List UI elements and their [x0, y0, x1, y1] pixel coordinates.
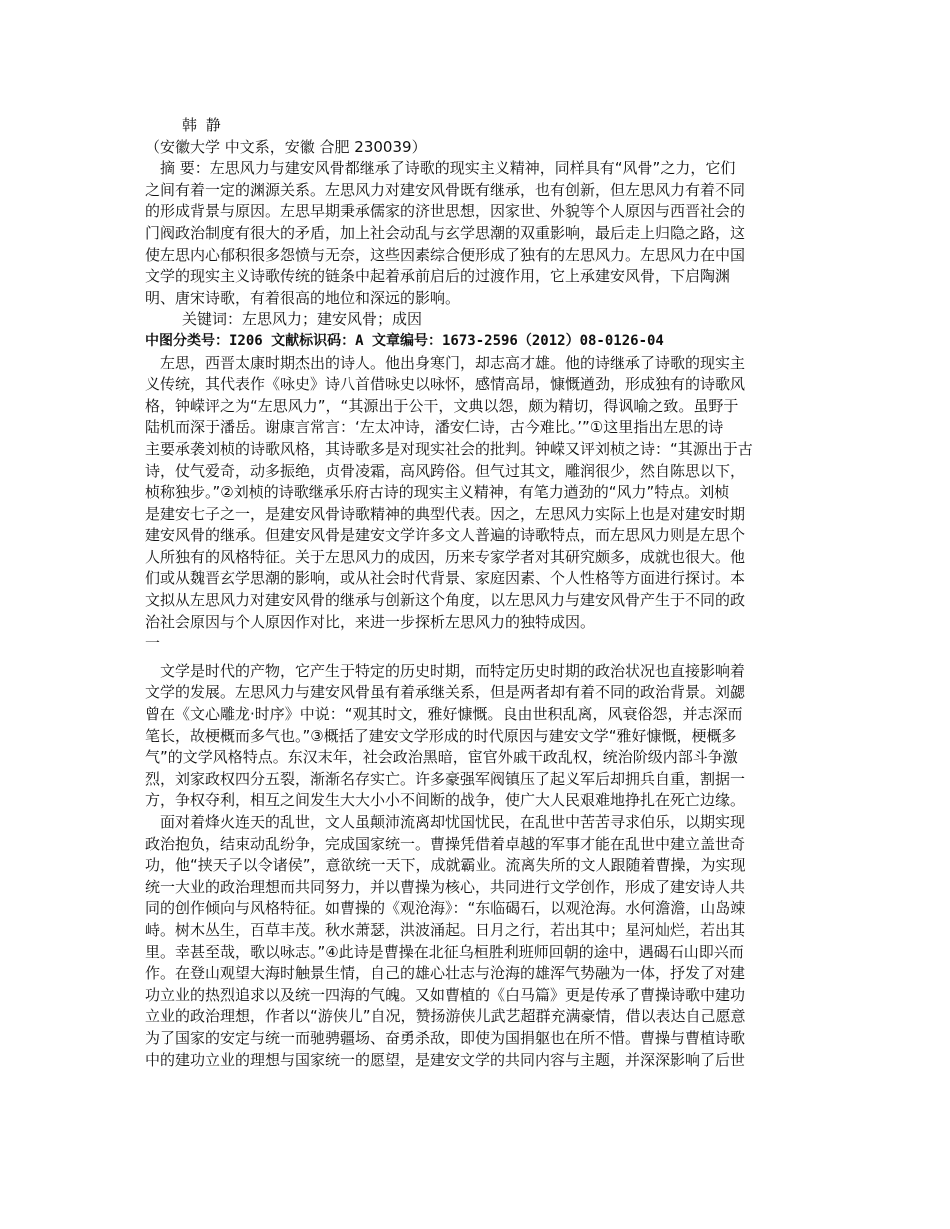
intro-line: 治社会原因与个人原因作对比，来进一步探析左思风力的独特成因。 [145, 612, 596, 631]
intro-line: 诗，仗气爱奇，动多振绝，贞骨凌霜，高风跨俗。但气过其文，雕润很少，然自陈思以下， [145, 461, 746, 480]
author-affiliation: （安徽大学 中文系，安徽 合肥 230039） [145, 137, 427, 156]
paragraph-line: 气”的文学风格特点。东汉末年，社会政治黑暗，宦官外戚干政乱权，统治阶级内部斗争激 [145, 748, 738, 767]
author-name: 韩 静 [182, 116, 223, 134]
paragraph-1 [145, 661, 805, 812]
paragraph-line: 笔长，故梗概而多气也。”③概括了建安文学形成的时代原因与建安文学“雅好慷慨，梗概多 [145, 726, 737, 745]
abstract-line: 摘 要：左思风力与建安风骨都继承了诗歌的现实主义精神，同样具有“风骨”之力，它们 [160, 159, 736, 178]
intro-line: 建安风骨的继承。但建安风骨是建安文学许多文人普遍的诗歌特点，而左思风力则是左思个 [145, 526, 746, 545]
intro-line: 文拟从左思风力对建安风骨的继承与创新这个角度，以左思风力与建安风骨产生于不同的政 [145, 591, 746, 610]
intro-line: 们或从魏晋玄学思潮的影响，或从社会时代背景、家庭因素、个人性格等方面进行探讨。本 [145, 569, 746, 588]
abstract-line: 的形成背景与原因。左思早期秉承儒家的济世思想，因家世、外貌等个人原因与西晋社会的 [145, 202, 746, 221]
abstract-line: 门阀政治制度有很大的矛盾，加上社会动乱与玄学思潮的双重影响，最后走上归隐之路，这 [145, 223, 746, 242]
intro-line: 人所独有的风格特征。关于左思风力的成因，历来专家学者对其研究颇多，成就也很大。他 [145, 547, 746, 566]
abstract-line: 明、唐宋诗歌，有着很高的地位和深远的影响。 [145, 288, 461, 307]
paragraph-line: 烈，刘家政权四分五裂，渐渐名存实亡。许多豪强军阀镇压了起义军后却拥兵自重，割据一 [145, 769, 746, 788]
paragraph-line: 作。在登山观望大海时触景生情，自己的雄心壮志与沧海的雄浑气势融为一体，抒发了对建 [145, 964, 746, 983]
paragraph-line: 功立业的热烈追求以及统一四海的气魄。又如曹植的《白马篇》更是传承了曹操诗歌中建功 [145, 985, 746, 1004]
introduction [145, 353, 805, 634]
classification-numbers: 中图分类号：I206 文献标识码：A 文章编号：1673-2596（2012）08-0126-04 [145, 332, 664, 349]
paragraph-line: 文学的发展。左思风力与建安风骨虽有着承继关系，但是两者却有着不同的政治背景。刘勰 [145, 683, 746, 702]
paragraph-line: 政治抱负，结束动乱纷争，完成国家统一。曹操凭借着卓越的军事才能在乱世中建立盖世奇 [145, 834, 746, 853]
paragraph-line: 中的建功立业的理想与国家统一的愿望，是建安文学的共同内容与主题，并深深影响了后世 [145, 1050, 746, 1069]
intro-line: 格，钟嵘评之为“左思风力”，“其源出于公干，文典以怨，颇为精切，得讽喻之致。虽野于 [145, 396, 739, 415]
paragraph-line: 统一大业的政治理想而共同努力，并以曹操为核心，共同进行文学创作，形成了建安诗人共 [145, 877, 746, 896]
abstract [145, 158, 805, 309]
paragraph-2 [145, 812, 805, 1071]
paragraph-line: 方，争权夺利，相互之间发生大大小小不间断的战争，使广大人民艰难地挣扎在死亡边缘。 [145, 791, 746, 810]
abstract-line: 之间有着一定的渊源关系。左思风力对建安风骨既有继承，也有创新，但左思风力有着不同 [145, 180, 746, 199]
intro-line: 主要承袭刘桢的诗歌风格，其诗歌多是对现实社会的批判。钟嵘又评刘桢之诗：“其源出于古 [145, 439, 753, 458]
paragraph-line: 峙。树木丛生，百草丰茂。秋水萧瑟，洪波涌起。日月之行，若出其中；星河灿烂，若出其 [145, 920, 746, 939]
paragraph-line: 曾在《文心雕龙·时序》中说：“观其时文，雅好慷慨。良由世积乱离，风衰俗怨，并志深而 [145, 705, 743, 724]
paragraph-line: 里。幸甚至哉，歌以咏志。”④此诗是曹操在北征乌桓胜利班师回朝的途中，遇碣石山即兴而 [145, 942, 744, 961]
paragraph-line: 为了国家的安定与统一而驰骋疆场、奋勇杀敌，即使为国捐躯也在所不惜。曹操与曹植诗歌 [145, 1028, 746, 1047]
abstract-line: 使左思内心郁积很多怨愤与无奈，这些因素综合便形成了独有的左思风力。左思风力在中国 [145, 245, 746, 264]
intro-line: 陆机而深于潘岳。谢康言常言：‘左太冲诗，潘安仁诗，古今难比。’”①这里指出左思的诗 [145, 418, 724, 437]
intro-line: 左思，西晋太康时期杰出的诗人。他出身寒门，却志高才雄。他的诗继承了诗歌的现实主 [160, 353, 746, 372]
paragraph-line: 面对着烽火连天的乱世，文人虽颠沛流离却忧国忧民，在乱世中苦苦寻求伯乐，以期实现 [160, 813, 746, 831]
intro-line: 桢称独步。”②刘桢的诗歌继承乐府古诗的现实主义精神，有笔力遒劲的“风力”特点。刘桢 [145, 483, 730, 502]
section-heading-one: 一 [145, 634, 161, 653]
intro-line: 是建安七子之一，是建安风骨诗歌精神的典型代表。因之，左思风力实际上也是对建安时期 [145, 504, 746, 523]
article-page [145, 115, 805, 1071]
intro-line: 义传统，其代表作《咏史》诗八首借咏史以咏怀，感情高昂，慷慨遒劲，形成独有的诗歌风 [145, 375, 746, 394]
paragraph-line: 立业的政治理想，作者以“游侠儿”自况，赞扬游侠儿武艺超群充满豪情，借以表达自己愿意 [145, 1007, 746, 1026]
paragraph-line: 功，他“挟天子以令诸侯”，意欲统一天下，成就霸业。流离失所的文人跟随着曹操，为实现 [145, 856, 746, 875]
abstract-line: 文学的现实主义诗歌传统的链条中起着承前启后的过渡作用，它上承建安风骨，下启陶渊 [145, 267, 731, 286]
paragraph-line: 同的创作倾向与风格特征。如曹操的《观沧海》：“东临碣石，以观沧海。水何澹澹，山岛竦 [145, 899, 746, 918]
paragraph-line: 文学是时代的产物，它产生于特定的历史时期，而特定历史时期的政治状况也直接影响着 [160, 661, 746, 680]
keywords: 关键词：左思风力；建安风骨；成因 [182, 310, 423, 329]
